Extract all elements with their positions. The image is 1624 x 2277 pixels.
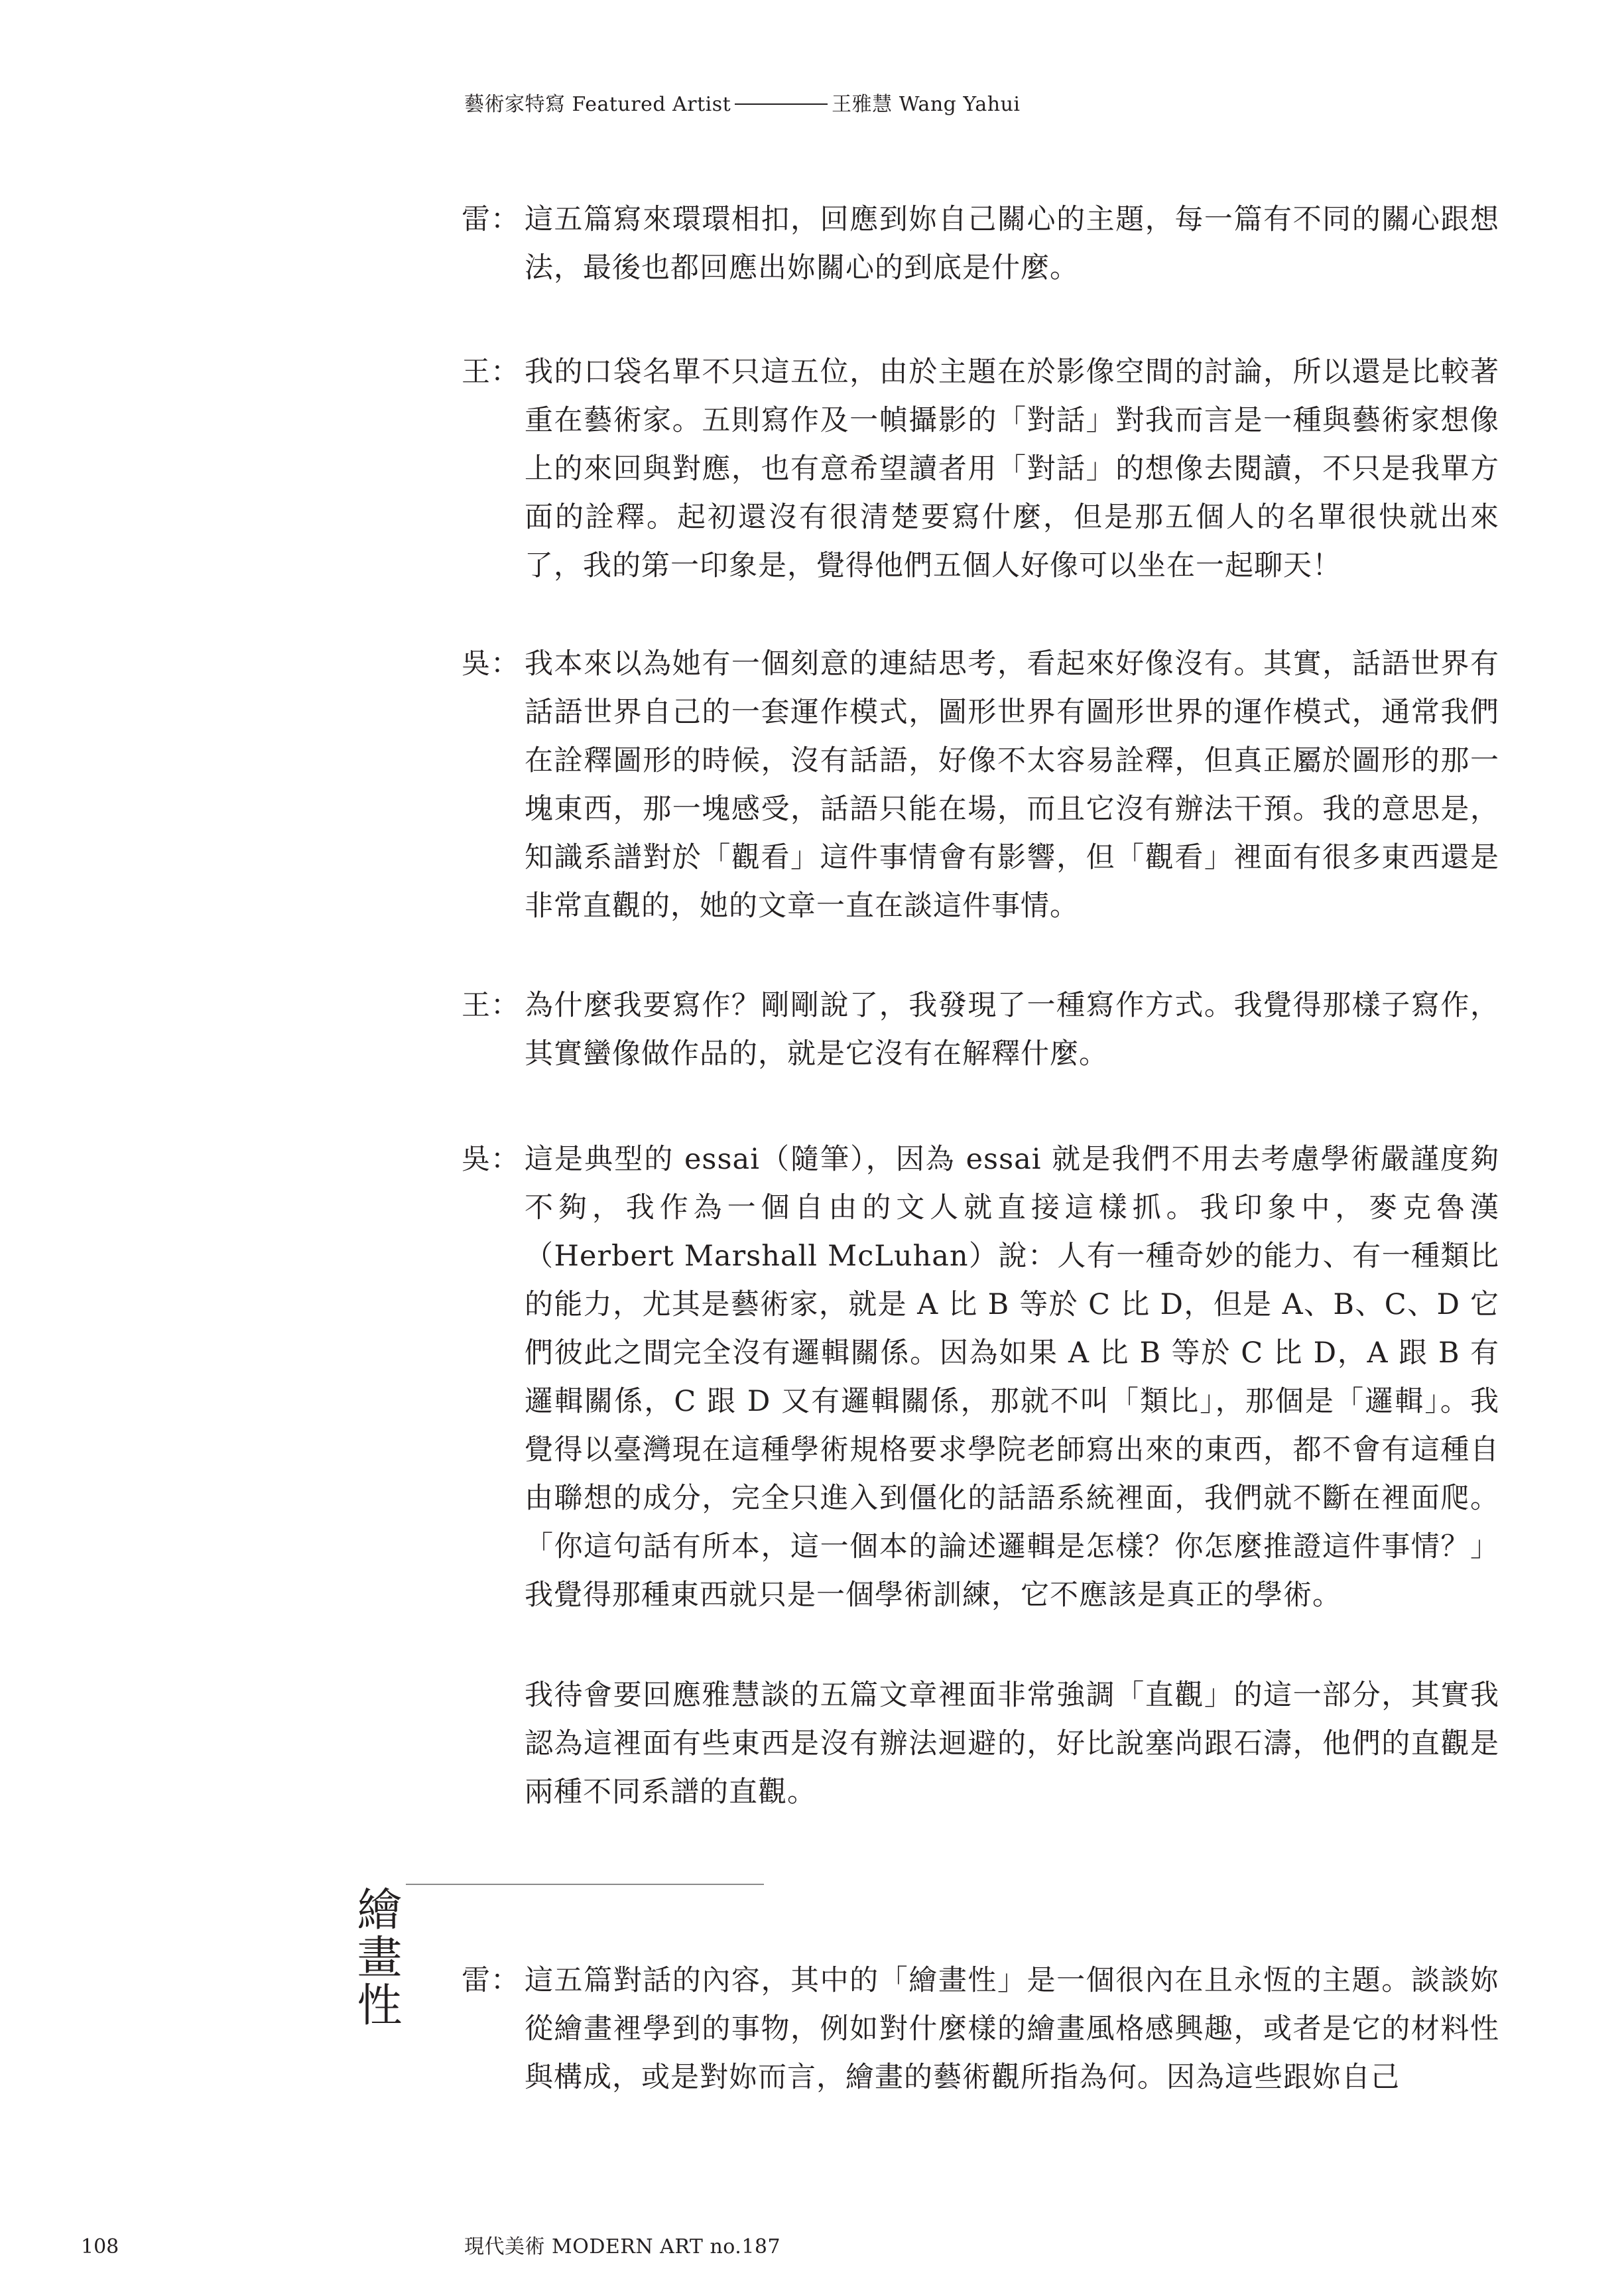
section-heading-char: 畫 xyxy=(357,1932,403,1984)
speaker-label: 雷： xyxy=(462,1964,520,1997)
speaker-label: 王： xyxy=(462,356,520,389)
section-heading-char: 繪 xyxy=(357,1884,403,1937)
continuation-paragraph xyxy=(462,1671,1499,1817)
dialogue-turn-3 xyxy=(462,640,1499,931)
dialogue-turn-2 xyxy=(462,348,1499,590)
magazine-footer: 現代美術 MODERN ART no.187 xyxy=(464,2235,781,2258)
dialogue-turn-5 xyxy=(462,1136,1499,1620)
section-label: 藝術家特寫 Featured Artist xyxy=(464,93,731,116)
running-head xyxy=(464,92,1020,118)
turn-text: 為什麼我要寫作？剛剛說了，我發現了一種寫作方式。我覺得那樣子寫作，其實蠻像做作品的，就是它沒有在解釋什麼。 xyxy=(525,989,1499,1071)
dialogue-turn-4 xyxy=(462,982,1499,1078)
dialogue-turn-final xyxy=(462,1957,1499,2102)
turn-text: 這五篇寫來環環相扣，回應到妳自己關心的主題，每一篇有不同的關心跟想法，最後也都回應出妳關心的到底是什麼。 xyxy=(525,203,1499,285)
paragraph-text: 我待會要回應雅慧談的五篇文章裡面非常強調「直觀」的這一部分，其實我認為這裡面有些東西是沒有辦法迴避的，好比說塞尚跟石濤，他們的直觀是兩種不同系譜的直觀。 xyxy=(525,1679,1499,1809)
header-dash-rule xyxy=(735,103,828,105)
speaker-label: 吳： xyxy=(462,1143,520,1176)
dialogue-turn-1 xyxy=(462,196,1499,293)
section-heading xyxy=(355,1884,405,2032)
turn-text: 我的口袋名單不只這五位，由於主題在於影像空間的討論，所以還是比較著重在藝術家。五則寫作及一幀攝影的「對話」對我而言是一種與藝術家想像上的來回與對應，也有意希望讀者用「對話」的想像去閱讀，不只是我單方面的詮釋。起初還沒有很清楚要寫什麼，但是那五個人的名單很快就出來了，我的第一印象是，覺得他們五個人好像可以坐在一起聊天！ xyxy=(525,356,1499,582)
turn-text: 我本來以為她有一個刻意的連結思考，看起來好像沒有。其實，話語世界有話語世界自己的一套運作模式，圖形世界有圖形世界的運作模式，通常我們在詮釋圖形的時候，沒有話語，好像不太容易詮釋，但真正屬於圖形的那一塊東西，那一塊感受，話語只能在場，而且它沒有辦法干預。我的意思是，知識系譜對於「觀看」這件事情會有影響，但「觀看」裡面有很多東西還是非常直觀的，她的文章一直在談這件事情。 xyxy=(525,647,1499,923)
page-number: 108 xyxy=(81,2235,119,2258)
turn-text: 這是典型的 essai（隨筆），因為 essai 就是我們不用去考慮學術嚴謹度夠不夠，我作為一個自由的文人就直接這樣抓。我印象中，麥克魯漢（Herbert Marshall McLuhan）說：人有一種奇妙的能力、有一種類比的能力，尤其是藝術家，就是 A 比 B 等於 C 比 D，但是 A、B、C、D 它們彼此之間完全沒有邏輯關係。因為如果 A 比 B 等於 C 比 D，A 跟 B 有邏輯關係，C 跟 D 又有邏輯關係，那就不叫「類比」，那個是「邏輯」。我覺得以臺灣現在這種學術規格要求學院老師寫出來的東西，都不會有這種自由聯想的成分，完全只進入到僵化的話語系統裡面，我們就不斷在裡面爬。「你這句話有所本，這一個本的論述邏輯是怎樣？你怎麼推證這件事情？」我覺得那種東西就只是一個學術訓練，它不應該是真正的學術。 xyxy=(525,1143,1499,1612)
artist-name: 王雅慧 Wang Yahui xyxy=(832,93,1021,116)
section-divider-rule xyxy=(406,1884,764,1885)
turn-text: 這五篇對話的內容，其中的「繪畫性」是一個很內在且永恆的主題。談談妳從繪畫裡學到的事物，例如對什麼樣的繪畫風格感興趣，或者是它的材料性與構成，或是對妳而言，繪畫的藝術觀所指為何。因為這些跟妳自己 xyxy=(525,1964,1499,2094)
speaker-label: 吳： xyxy=(462,647,520,681)
speaker-label: 王： xyxy=(462,989,520,1022)
speaker-label: 雷： xyxy=(462,203,520,236)
section-heading-char: 性 xyxy=(357,1980,403,2032)
